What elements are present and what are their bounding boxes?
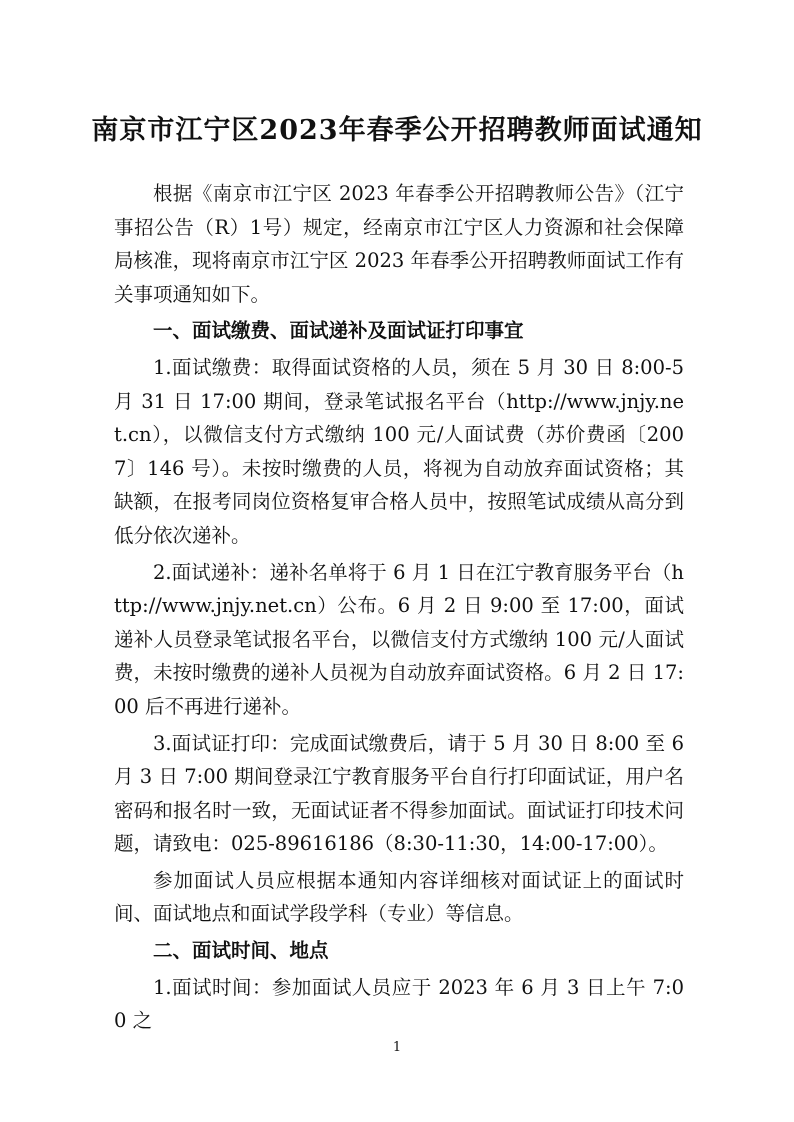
document-body	[114, 177, 684, 1041]
section-1-heading: 一、面试缴费、面试递补及面试证打印事宜	[153, 319, 524, 343]
section-1-item-2: 2.面试递补：递补名单将于 6 月 1 日在江宁教育服务平台（http://www.jnjy.net.cn）公布。6 月 2 日 9:00 至 17:00，面试递补人员登录笔试报名平台，以微信支付方式缴纳 100 元/人面试费，未按时缴费的递补人员视为自动放弃面试资格。6 月 2 日 17:00 后不再进行递补。	[114, 560, 684, 718]
section-2-item-1: 1.面试时间：参加面试人员应于 2023 年 6 月 3 日上午 7:00 之	[114, 975, 684, 1033]
page-number: 1	[392, 1040, 402, 1055]
section-1-item-1: 1.面试缴费：取得面试资格的人员，须在 5 月 30 日 8:00-5 月 31 日 17:00 期间，登录笔试报名平台（http://www.jnjy.net.cn），以微信支付方式缴纳 100 元/人面试费（苏价费函〔2007〕146 号）。未按时缴费的人员，将视为自动放弃面试资格；其缺额，在报考同岗位资格复审合格人员中，按照笔试成绩从高分到低分依次递补。	[114, 355, 684, 547]
page-title: 南京市江宁区2023年春季公开招聘教师面试通知	[91, 115, 703, 146]
section-2-heading: 二、面试时间、地点	[153, 939, 329, 963]
intro-paragraph: 根据《南京市江宁区 2023 年春季公开招聘教师公告》（江宁事招公告（R）1号）规定，经南京市江宁区人力资源和社会保障局核准，现将南京市江宁区 2023 年春季公开招聘教师面试工作有关事项通知如下。	[114, 182, 684, 306]
section-1-note: 参加面试人员应根据本通知内容详细核对面试证上的面试时间、面试地点和面试学段学科（专业）等信息。	[114, 868, 684, 926]
section-1-item-3: 3.面试证打印：完成面试缴费后，请于 5 月 30 日 8:00 至 6 月 3 日 7:00 期间登录江宁教育服务平台自行打印面试证，用户名密码和报名时一致，无面试证者不得参加面试。面试证打印技术问题，请致电：025-89616186（8:30-11:30，14:00-17:00）。	[114, 731, 684, 856]
